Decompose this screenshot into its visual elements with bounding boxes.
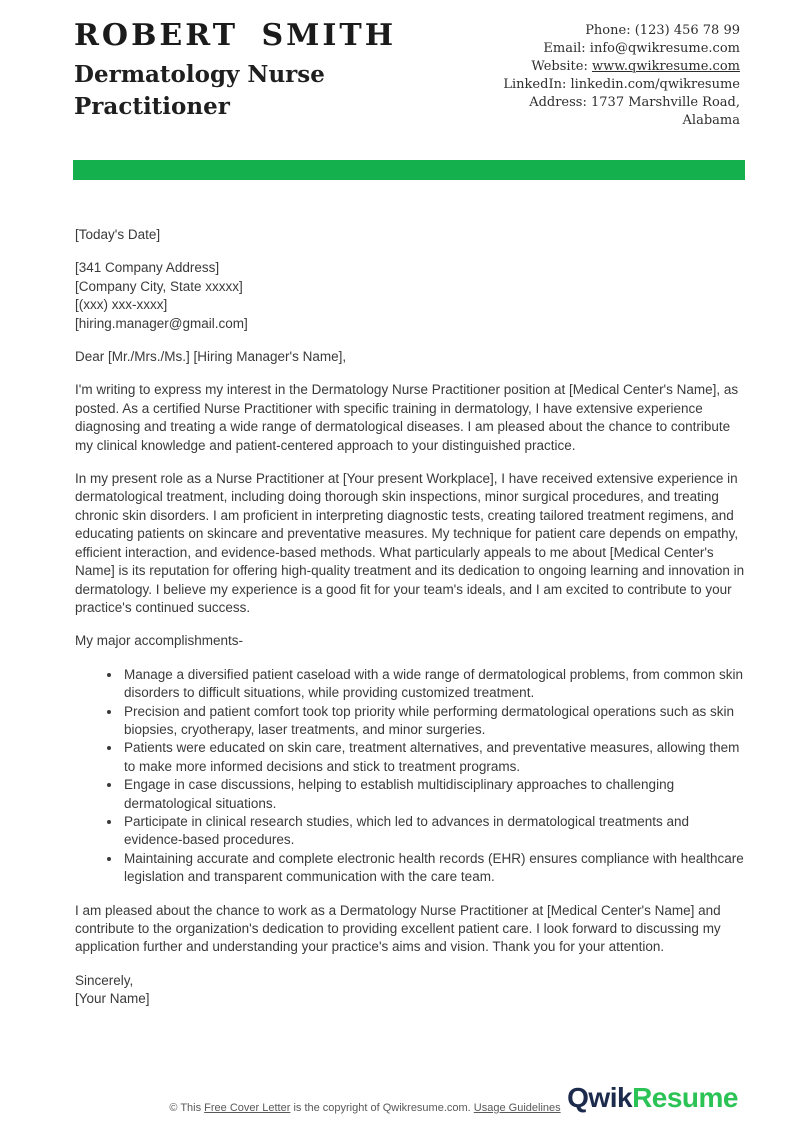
- contact-website: [503, 58, 740, 76]
- free-cover-letter-link[interactable]: Free Cover Letter: [204, 1102, 291, 1114]
- accomplishment-item: • Maintaining accurate and complete electronic health records (EHR) ensures compliance with healthcare legislation and transparent communication with the care team.: [122, 850, 745, 887]
- salutation: Dear [Mr./Mrs./Ms.] [Hiring Manager's Name],: [75, 349, 347, 365]
- recipient-address-line: [Company City, State xxxxx]: [75, 278, 243, 294]
- contact-phone-label: Phone:: [585, 23, 631, 38]
- signoff: Sincerely,: [75, 972, 134, 988]
- contact-website-link[interactable]: www.qwikresume.com: [592, 59, 740, 74]
- contact-info: [503, 22, 740, 130]
- contact-email-value: info@qwikresume.com: [589, 41, 740, 56]
- accomplishment-item: • Patients were educated on skin care, treatment alternatives, and preventative measures, allowing them to make more informed decisions and stick to treatment programs.: [122, 739, 745, 776]
- copyright-notice: [169, 1101, 560, 1115]
- contact-email-label: Email:: [543, 41, 586, 56]
- usage-guidelines-link[interactable]: Usage Guidelines: [473, 1102, 561, 1114]
- recipient-address-line: [hiring.manager@gmail.com]: [75, 315, 248, 331]
- contact-email: [503, 40, 740, 58]
- contact-address-line2: Alabama: [682, 113, 740, 128]
- contact-website-label: Website:: [531, 59, 588, 74]
- logo-qwik-text: Qwik: [567, 1082, 633, 1113]
- accomplishment-item: • Precision and patient comfort took top priority while performing dermatological operations such as skin biopsies, cryotherapy, laser treatments, and minor surgeries.: [122, 703, 745, 740]
- recipient-address-line: [(xxx) xxx-xxxx]: [75, 297, 168, 313]
- contact-linkedin-value: linkedin.com/qwikresume: [570, 77, 740, 92]
- paragraph-intro: I'm writing to express my interest in the Dermatology Nurse Practitioner position at [Medical Center's Name], as posted. As a certified Nurse Practitioner with specific training in dermatology, I have extensive experience diagnosing and treating a wide range of dermatological diseases. I am pleased about the chance to contribute my clinical knowledge and patient-centered approach to your distinguished practice.: [75, 382, 739, 453]
- signoff-block: [75, 972, 745, 1009]
- accomplishment-item: • Participate in clinical research studies, which led to advances in dermatological treatments and evidence-based procedures.: [122, 813, 745, 850]
- paragraph-body: In my present role as a Nurse Practitioner at [Your present Workplace], I have received extensive experience in dermatological treatment, including doing thorough skin inspections, minor surgical procedures, and treating chronic skin disorders. I am proficient in interpreting diagnostic tests, creating tailored treatment regimens, and educating patients on skincare and preventative measures. My technique for patient care depends on empathy, efficient interaction, and evidence-based methods. What particularly appeals to me about [Medical Center's Name] is its reputation for offering high-quality treatment and its dedication to ongoing learning and innovation in dermatology. I believe my experience is a good fit for your team's ideals, and I am excited to contribute to your practice's continued success.: [75, 471, 745, 615]
- qwikresume-logo[interactable]: [567, 1082, 738, 1114]
- job-title: Dermatology Nurse Practitioner: [74, 61, 325, 120]
- accent-bar: [73, 160, 745, 180]
- contact-address-value: 1737 Marshville Road,: [591, 95, 740, 110]
- contact-address-label: Address:: [529, 95, 587, 110]
- contact-linkedin-label: LinkedIn:: [503, 77, 567, 92]
- accomplishments-heading: My major accomplishments-: [75, 633, 244, 649]
- header-identity: [74, 18, 404, 123]
- recipient-address-block: [75, 259, 745, 333]
- accomplishments-list: [75, 666, 745, 887]
- copyright-middle: is the copyright of Qwikresume.com.: [290, 1102, 474, 1114]
- recipient-address-line: [341 Company Address]: [75, 260, 220, 276]
- person-name: ROBERT SMITH: [74, 18, 397, 53]
- accomplishment-item: • Engage in case discussions, helping to establish multidisciplinary approaches to challenging dermatological situations.: [122, 776, 745, 813]
- letter-date: [Today's Date]: [75, 227, 161, 242]
- contact-linkedin: [503, 76, 740, 94]
- contact-phone-value: (123) 456 78 99: [634, 23, 740, 38]
- contact-address: [503, 94, 740, 112]
- signature: [Your Name]: [75, 991, 150, 1007]
- letter-body: [75, 226, 745, 1009]
- paragraph-closing: I am pleased about the chance to work as a Dermatology Nurse Practitioner at [Medical Center's Name] and contribute to the organization's dedication to providing excellent patient care. I look forward to discussing my application further and understanding your practice's aims and vision. Thank you for your attention.: [75, 902, 721, 955]
- logo-resume-text: Resume: [632, 1082, 738, 1113]
- accomplishment-item: • Manage a diversified patient caseload with a wide range of dermatological problems, from common skin disorders to difficult situations, while providing customized treatment.: [122, 666, 745, 703]
- copyright-prefix: © This: [169, 1102, 205, 1114]
- contact-phone: [503, 22, 740, 40]
